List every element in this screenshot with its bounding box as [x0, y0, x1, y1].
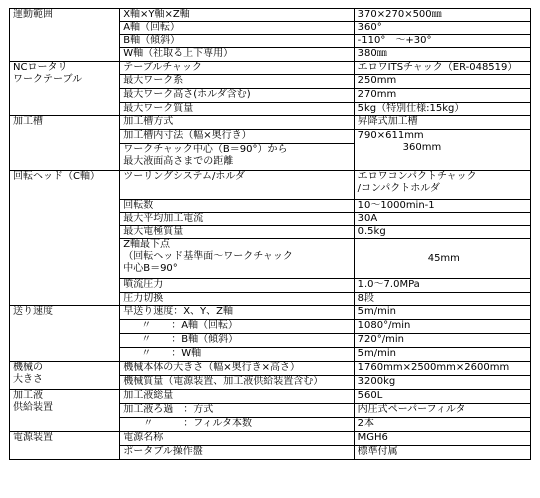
value-cell: MGH6 — [354, 432, 530, 446]
value-cell: 270mm — [354, 89, 530, 103]
item-cell: 最大ワーク系 — [120, 75, 354, 89]
item-cell: Z軸最下点 （回転ヘッド基準面～ワークチャック 中心B＝90° — [120, 239, 354, 279]
item-cell: ツーリングシステム/ホルダ — [120, 171, 354, 200]
category-cell: NCロータリ ワークテーブル — [10, 62, 120, 116]
item-cell: 加工槽方式 — [120, 116, 354, 130]
value-cell: 1760mm×2500mm×2600mm — [354, 362, 530, 376]
category-cell: 運動範囲 — [10, 9, 120, 62]
table-row — [10, 306, 531, 320]
item-cell: A軸（回転） — [120, 22, 354, 35]
value-cell: 標準付属 — [354, 446, 530, 460]
table-row — [10, 116, 531, 130]
value-cell: 370×270×500㎜ — [354, 9, 530, 22]
value-cell: 8段 — [354, 293, 530, 306]
value-cell: 2本 — [354, 418, 530, 432]
item-cell: 最大平均加工電流 — [120, 213, 354, 226]
item-cell: 加工液総量 — [120, 390, 354, 404]
item-cell: 電源名称 — [120, 432, 354, 446]
category-cell: 電源装置 — [10, 432, 120, 460]
value-cell: -110° ～+30° — [354, 35, 530, 48]
category-cell: 機械の 大きさ — [10, 362, 120, 390]
value-cell: 10～1000min-1 — [354, 200, 530, 213]
value-cell: エロワコンパクトチャック /コンパクトホルダ — [354, 171, 530, 200]
category-cell: 送り速度 — [10, 306, 120, 362]
item-cell: 〃 ：フィルタ本数 — [120, 418, 354, 432]
table-row — [10, 362, 531, 376]
value-cell: 3200kg — [354, 376, 530, 390]
value-cell: 45mm — [354, 239, 530, 279]
item-cell: 加工槽内寸法（幅×奥行き） — [120, 130, 354, 144]
item-cell: 回転数 — [120, 200, 354, 213]
value-cell: 昇降式加工槽 — [354, 116, 530, 130]
value-cell: エロワITSチャック（ER-048519） — [354, 62, 530, 75]
value-cell: 5m/min — [354, 348, 530, 362]
value-cell: 360° — [354, 22, 530, 35]
item-cell: 最大電極質量 — [120, 226, 354, 239]
value-cell: 250mm — [354, 75, 530, 89]
table-row — [10, 432, 531, 446]
table-row — [10, 390, 531, 404]
table-row — [10, 62, 531, 75]
item-cell: 噴流圧力 — [120, 279, 354, 293]
item-cell: 〃 ：W軸 — [120, 348, 354, 362]
value-cell: 720°/min — [354, 334, 530, 348]
item-cell: テーブルチャック — [120, 62, 354, 75]
value-cell: 内圧式ペーパーフィルタ — [354, 404, 530, 418]
value-cell: 5kg（特別仕様:15kg） — [354, 103, 530, 116]
value-cell: 790×611mm 360mm — [354, 130, 530, 171]
item-cell: 機械質量（電源装置、加工液供給装置含む） — [120, 376, 354, 390]
item-cell: 最大ワーク質量 — [120, 103, 354, 116]
item-cell: 機械本体の大きさ（幅×奥行き×高さ） — [120, 362, 354, 376]
value-cell: 1.0～7.0MPa — [354, 279, 530, 293]
item-cell: 早送り速度：X、Y、Z軸 — [120, 306, 354, 320]
category-cell: 加工槽 — [10, 116, 120, 171]
item-cell: 〃 ：A軸（回転） — [120, 320, 354, 334]
table-row — [10, 171, 531, 200]
item-cell: W軸（社取る上下専用） — [120, 48, 354, 62]
value-cell: 30A — [354, 213, 530, 226]
item-cell: ワークチャック中心（B＝90°）から 最大液面高さまでの距離 — [120, 144, 354, 171]
item-cell: B軸（傾斜） — [120, 35, 354, 48]
item-cell: 圧力切換 — [120, 293, 354, 306]
value-cell: 380㎜ — [354, 48, 530, 62]
category-cell: 回転ヘッド（C軸） — [10, 171, 120, 306]
item-cell: 〃 ：B軸（傾斜） — [120, 334, 354, 348]
item-cell: 最大ワーク高さ(ホルダ含む) — [120, 89, 354, 103]
value-cell: 5m/min — [354, 306, 530, 320]
item-cell: X軸×Y軸×Z軸 — [120, 9, 354, 22]
item-cell: ポータブル操作盤 — [120, 446, 354, 460]
table-row — [10, 9, 531, 22]
value-cell: 0.5kg — [354, 226, 530, 239]
item-cell: 加工液ろ過 ：方式 — [120, 404, 354, 418]
value-cell: 1080°/min — [354, 320, 530, 334]
category-cell: 加工液 供給装置 — [10, 390, 120, 432]
value-cell: 560L — [354, 390, 530, 404]
spec-table — [9, 8, 531, 460]
